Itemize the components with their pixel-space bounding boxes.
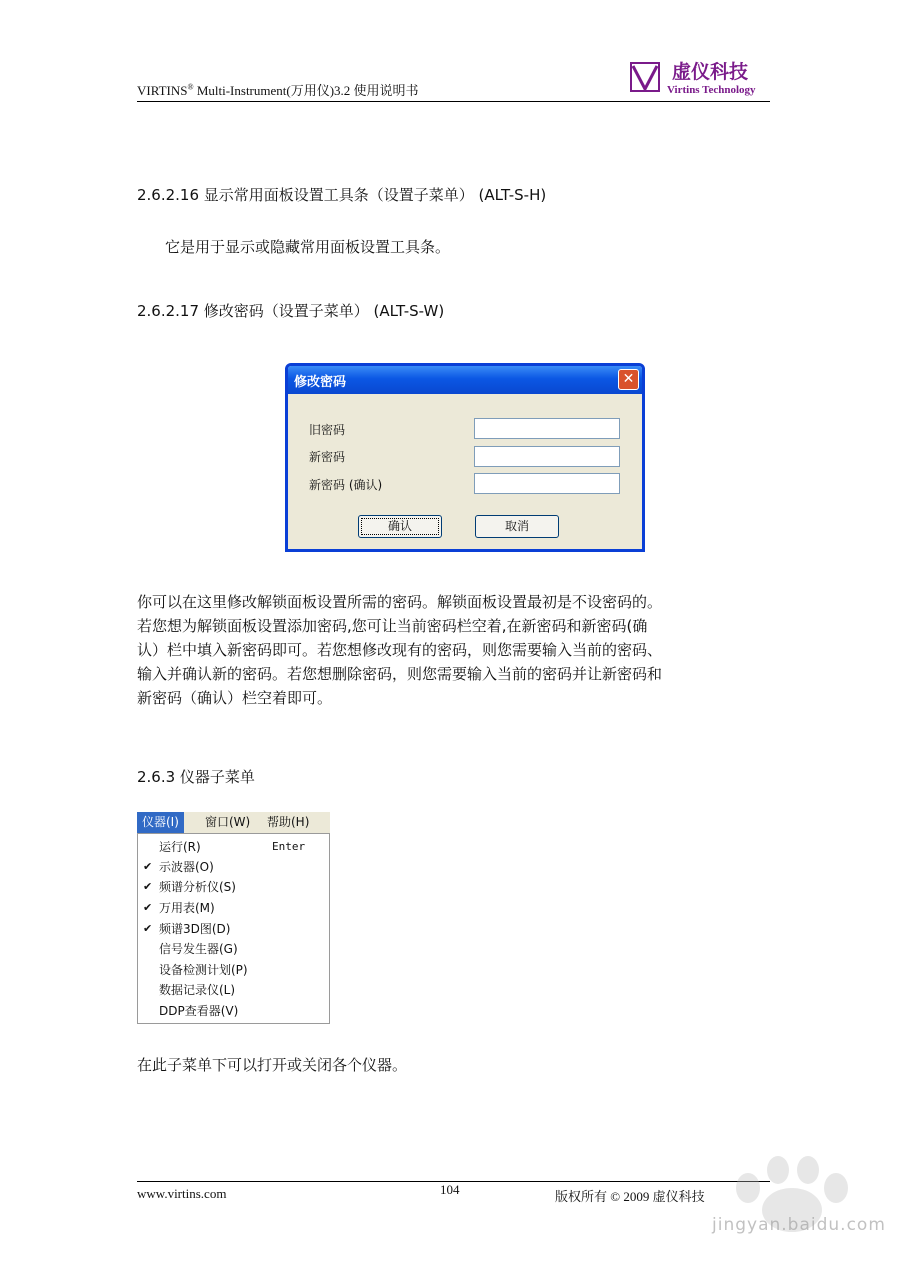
header-title-rest: Multi-Instrument(万用仪)3.2 使用说明书 <box>193 83 419 98</box>
dialog-title: 修改密码 <box>294 375 347 390</box>
checkmark-icon: ✔ <box>143 860 153 873</box>
checkmark-icon: ✔ <box>143 880 153 893</box>
new-password-field[interactable] <box>474 446 620 467</box>
close-icon: ✕ <box>622 371 635 387</box>
menu-item-shortcut: Enter <box>272 840 306 853</box>
header-brand: VIRTINS <box>137 83 188 98</box>
ok-button[interactable]: 确认 <box>358 515 442 538</box>
section-body-password-line-1: 你可以在这里修改解锁面板设置所需的密码。解锁面板设置最初是不设密码的。 <box>137 593 663 611</box>
menu-item-label: 设备检测计划(P) <box>159 963 248 977</box>
menu-item-label: 信号发生器(G) <box>159 942 238 956</box>
menu-item-label: 示波器(O) <box>159 860 214 874</box>
footer-copyright: 版权所有 © 2009 虚仪科技 <box>555 1189 705 1204</box>
section-body-password-line-2: 若您想为解锁面板设置添加密码,您可让当前密码栏空着,在新密码和新密码(确 <box>137 617 648 635</box>
menu-item-device-test-plan[interactable] <box>138 960 329 980</box>
watermark-text: jingyan.baidu.com <box>712 1215 886 1235</box>
confirm-password-field[interactable] <box>474 473 620 494</box>
menu-item-data-logger[interactable] <box>138 980 329 1000</box>
checkmark-icon: ✔ <box>143 901 153 914</box>
section-heading-toolbar: 2.6.2.16 显示常用面板设置工具条（设置子菜单） (ALT-S-H) <box>137 186 547 204</box>
menu-item-spectrum-3d[interactable] <box>138 919 329 939</box>
menu-window[interactable]: 窗口(W) <box>205 815 251 829</box>
checkmark-icon: ✔ <box>143 922 153 935</box>
old-password-label: 旧密码 <box>309 423 346 437</box>
menu-item-label: 运行(R) <box>159 840 201 854</box>
menu-item-run[interactable] <box>138 837 329 857</box>
section-body-password-line-3: 认）栏中填入新密码即可。若您想修改现有的密码，则您需要输入当前的密码、 <box>137 641 663 659</box>
logo-chinese-name: 虚仪科技 <box>672 61 749 83</box>
section-body-toolbar: 它是用于显示或隐藏常用面板设置工具条。 <box>165 238 451 256</box>
logo-english-name: Virtins Technology <box>667 84 756 96</box>
registered-mark: ® <box>187 82 194 92</box>
header-divider <box>137 101 770 102</box>
menu-item-spectrum-analyzer[interactable] <box>138 877 329 897</box>
menu-item-oscilloscope[interactable] <box>138 857 329 877</box>
old-password-field[interactable] <box>474 418 620 439</box>
instrument-dropdown-menu <box>137 833 330 1024</box>
close-button[interactable] <box>618 369 639 390</box>
virtins-logo-icon <box>630 62 660 92</box>
section-body-password-line-5: 新密码（确认）栏空着即可。 <box>137 689 333 707</box>
menu-item-label: 万用表(M) <box>159 901 215 915</box>
menu-instrument[interactable]: 仪器(I) <box>137 812 184 833</box>
confirm-password-label: 新密码 (确认) <box>309 478 383 492</box>
new-password-label: 新密码 <box>309 450 346 464</box>
menu-item-label: 频谱分析仪(S) <box>159 880 236 894</box>
change-password-dialog <box>285 363 645 552</box>
footer-website: www.virtins.com <box>137 1186 227 1201</box>
menu-help[interactable]: 帮助(H) <box>267 815 310 829</box>
menu-item-signal-generator[interactable] <box>138 939 329 959</box>
menu-item-label: DDP查看器(V) <box>159 1004 239 1018</box>
menu-item-multimeter[interactable] <box>138 898 329 918</box>
menu-item-label: 频谱3D图(D) <box>159 922 231 936</box>
menu-item-ddp-viewer[interactable] <box>138 1001 329 1021</box>
section-heading-instrument-menu: 2.6.3 仪器子菜单 <box>137 768 255 786</box>
document-header-title <box>137 80 419 99</box>
section-heading-password: 2.6.2.17 修改密码（设置子菜单） (ALT-S-W) <box>137 302 445 320</box>
section-body-instrument-menu: 在此子菜单下可以打开或关闭各个仪器。 <box>137 1056 408 1074</box>
cancel-button[interactable]: 取消 <box>475 515 559 538</box>
section-body-password-line-4: 输入并确认新的密码。若您想删除密码，则您需要输入当前的密码并让新密码和 <box>137 665 663 683</box>
menu-item-label: 数据记录仪(L) <box>159 983 236 997</box>
footer-page-number: 104 <box>440 1182 460 1197</box>
menu-bar <box>137 812 330 833</box>
dialog-title-bar[interactable] <box>288 366 642 394</box>
